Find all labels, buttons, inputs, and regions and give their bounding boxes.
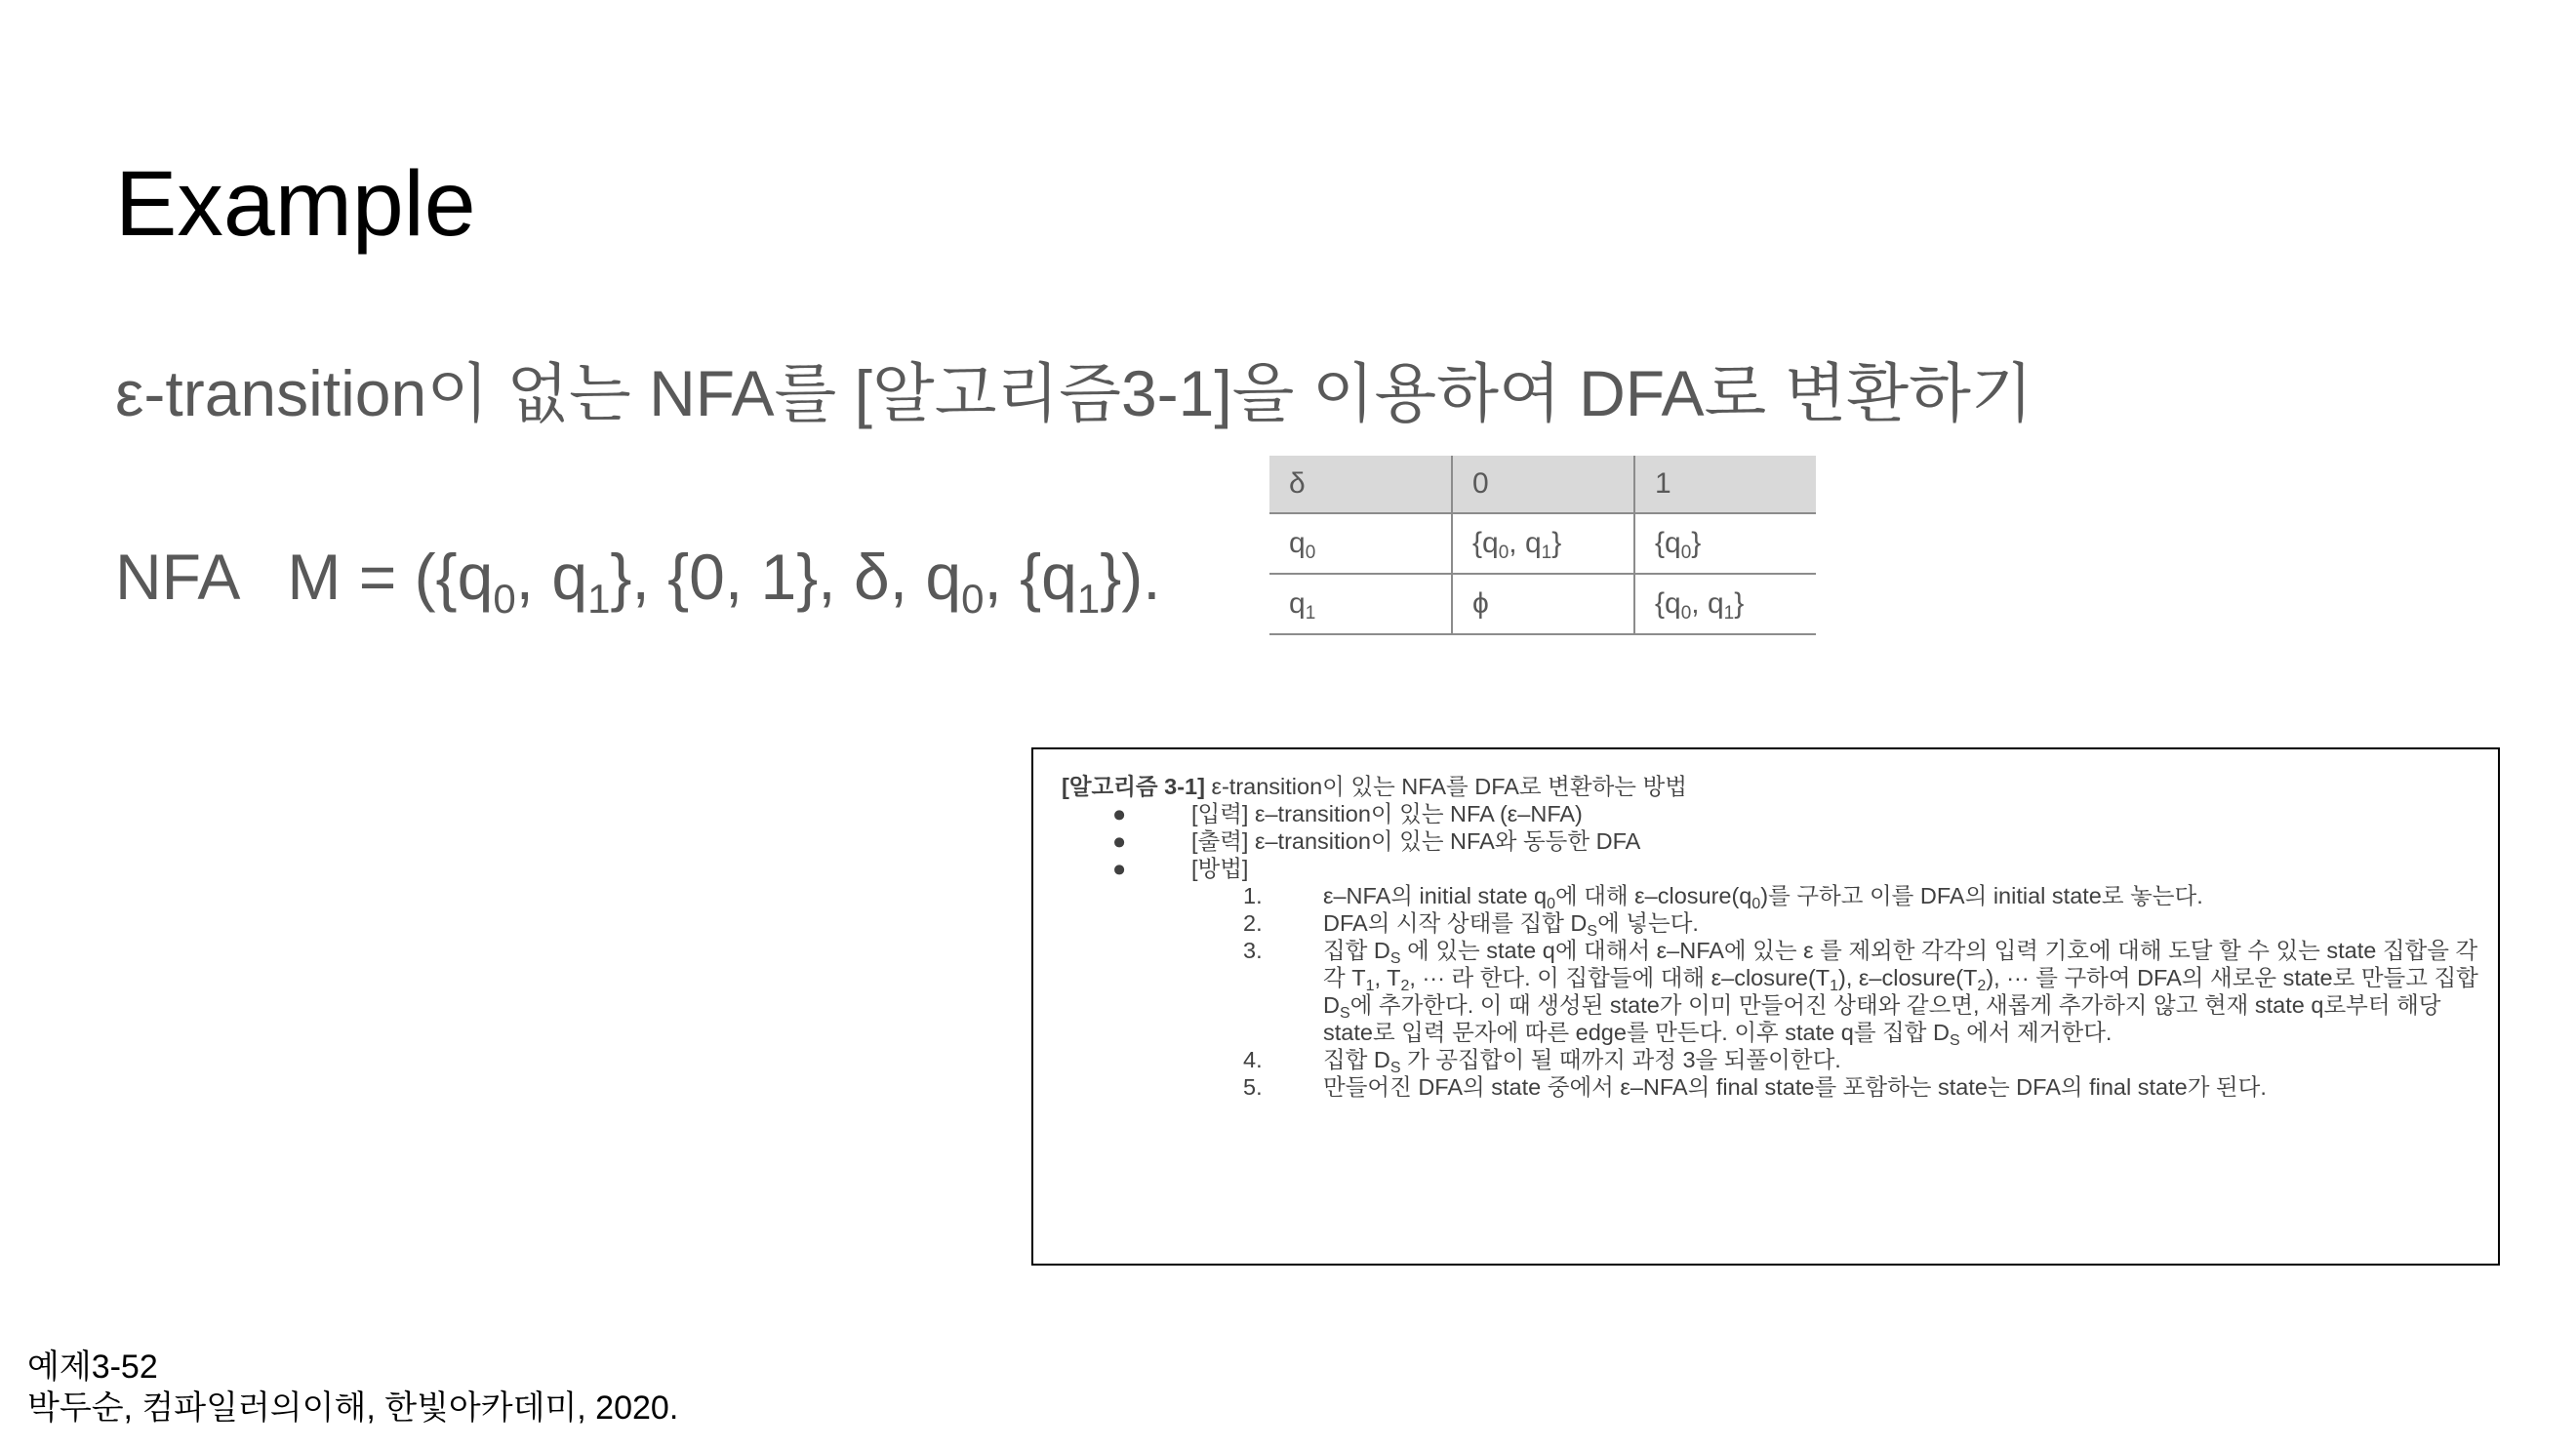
nfa-tuple-sub: 1 (1076, 576, 1101, 622)
header-input-0: 0 (1452, 456, 1634, 513)
state-cell: $q_0$ (1269, 513, 1452, 574)
example-number: 예제3-52 (27, 1348, 158, 1386)
bullet-icon: ● (1112, 856, 1127, 881)
table-row (1269, 574, 1816, 634)
reference-text: 박두순, 컴파일러의이해, 한빛아카데미, 2020. (27, 1389, 679, 1427)
bullet-icon: ● (1112, 828, 1127, 854)
nfa-tuple-part: , {q (984, 541, 1077, 613)
nfa-definition (115, 541, 1161, 622)
transition-cell: {$q_0$, $q_1$} (1452, 513, 1634, 574)
nfa-equals: = (358, 541, 397, 613)
slide-title: Example (115, 152, 476, 256)
nfa-tuple-sub: 1 (587, 576, 611, 622)
table-row (1269, 513, 1816, 574)
source-citation (27, 1347, 678, 1429)
state-cell: $q_1$ (1269, 574, 1452, 634)
header-input-1: 1 (1634, 456, 1816, 513)
nfa-tuple-part: , q (515, 541, 588, 613)
transition-cell: {$q_0$, $q_1$} (1634, 574, 1816, 634)
header-delta: δ (1269, 456, 1452, 513)
transition-cell: ϕ (1452, 574, 1634, 634)
nfa-tuple-part: }, {0, 1}, δ, q (610, 541, 962, 613)
algorithm-box (1031, 747, 2500, 1266)
bullet-icon: ● (1112, 801, 1127, 826)
nfa-tuple-part: }). (1100, 541, 1161, 613)
algorithm-content (1062, 773, 2486, 1101)
algorithm-step: 4. 집합 $D_S$ 가 공집합이 될 때까지 과정 3을 되풀이한다. (1243, 1047, 1841, 1076)
algorithm-heading: [알고리즘 3-1] ε-transition이 있는 NFA를 DFA로 변환하는 방법 (1062, 774, 1687, 799)
list-item: ● [입력] ε–transition이 있는 NFA (ε–NFA) (1112, 801, 1583, 826)
nfa-m: M (287, 541, 342, 613)
list-item: ● [방법] (1112, 856, 1249, 881)
nfa-tuple-sub: 0 (493, 576, 516, 622)
list-item: ● [출력] ε–transition이 있는 NFA와 동등한 DFA (1112, 828, 1641, 854)
nfa-tuple-part: ({q (414, 541, 494, 613)
transition-cell: $\{q_0\}$ (1634, 513, 1816, 574)
table-header-row (1269, 456, 1816, 513)
algorithm-step: 5. 만들어진 DFA의 state 중에서 ε–NFA의 final state를 포함하는 state는 DFA의 final state가 된다. (1243, 1074, 2267, 1100)
transition-table (1269, 456, 1816, 635)
nfa-tuple-sub: 0 (961, 576, 985, 622)
slide-subtitle: ε-transition이 없는 NFA를 [알고리즘3-1]을 이용하여 DFA로 변환하기 (115, 357, 2033, 429)
algorithm-step: 3. 집합 $D_S$ 에 있는 state q에 대해서 ε–NFA에 있는 ε 를 제외한 각각의 입력 기호에 대해 도달 할 수 있는 state 집합을 각각 $T_1$, $T_2$, ··· 라 한다. 이 집합들에 대해 $\varepsilon-closure(T_1)$, $\varepsilon-closure(T_2)$, ··· 를 구하여 DFA의 새로운 state로 만들고 집합 $D_S$에 추가한다. 이 때 생성된 state가 이미 만들어진 상태와 같으면, 새롭게 추가하지 않고 현재 state q로부터 해당 state로 입력 문자에 따른 edge를 만든다. 이후 state q를 집합 $D_S$ 에서 제거한다. (1243, 938, 2478, 1049)
algorithm-step: 2. DFA의 시작 상태를 집합 $D_S$에 넣는다. (1243, 910, 1699, 940)
nfa-label: NFA (115, 541, 241, 613)
algorithm-step: 1. ε–NFA의 initial state $q_0$에 대해 $\varepsilon-closure(q_0)$를 구하고 이를 DFA의 initial state로 놓는다. (1243, 883, 2203, 912)
